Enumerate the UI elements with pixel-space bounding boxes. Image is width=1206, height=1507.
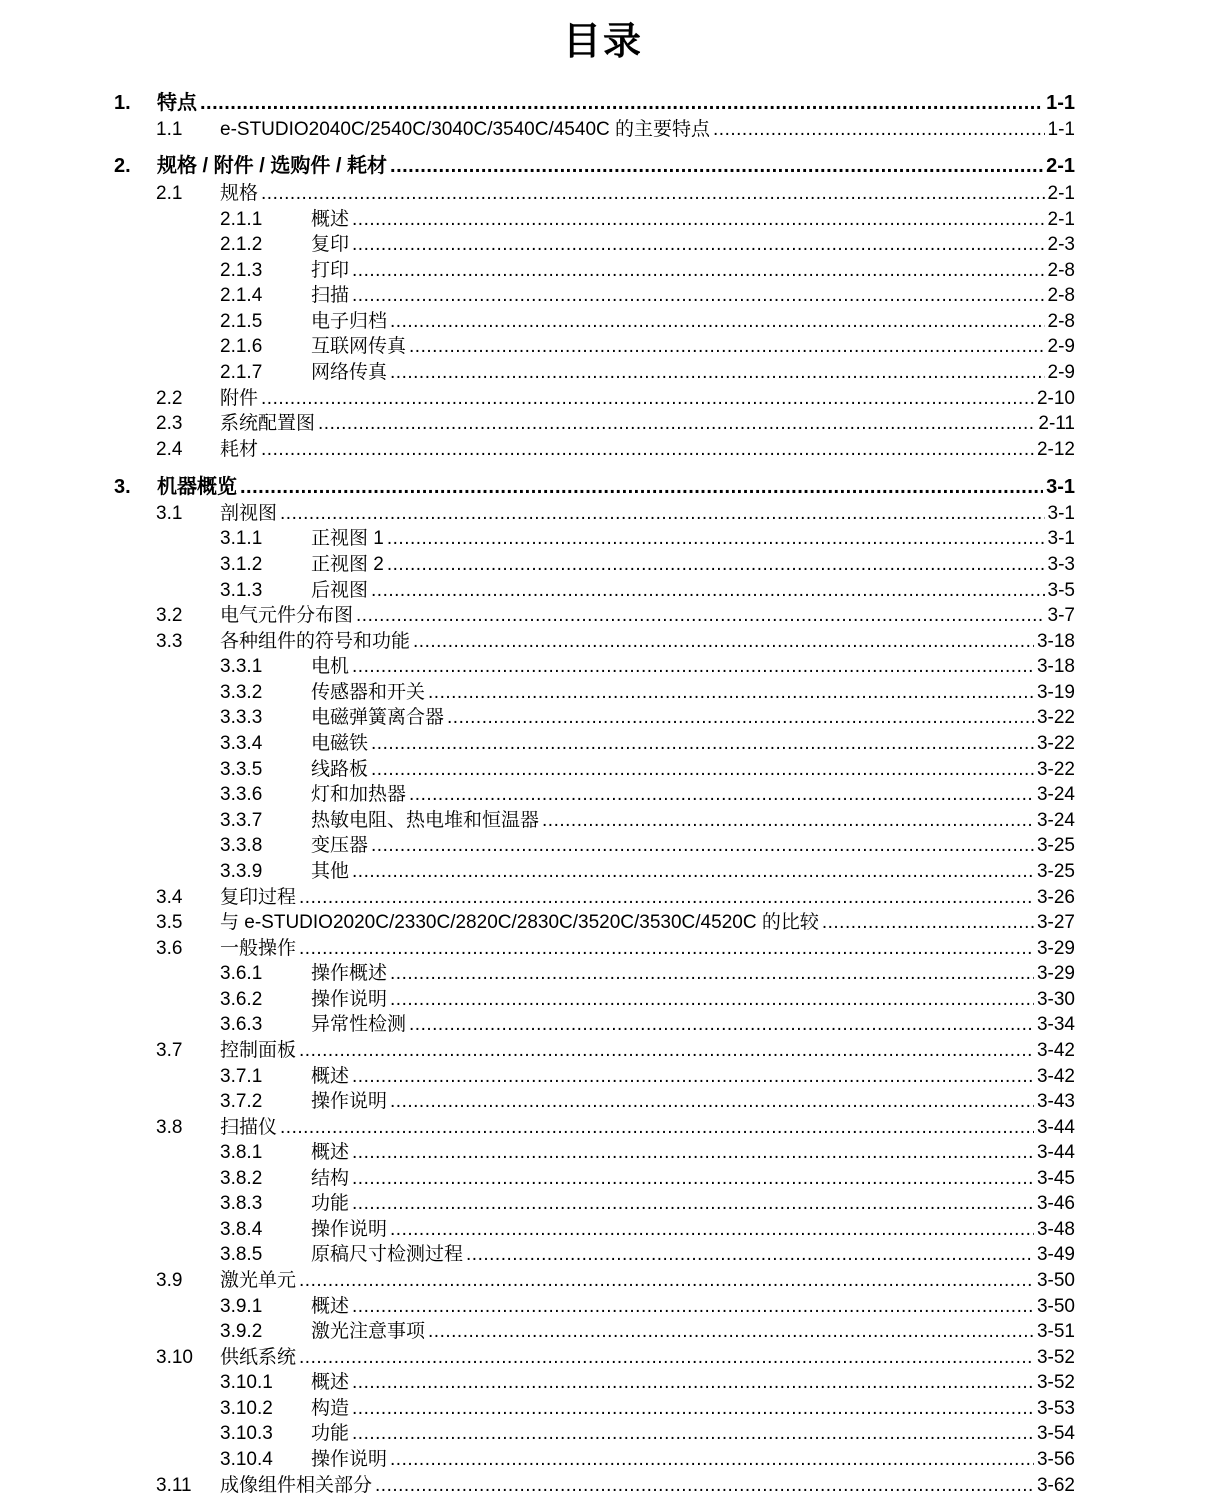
toc-label: 概述 bbox=[311, 1142, 350, 1163]
toc-entry[interactable] bbox=[0, 1140, 1075, 1165]
toc-page-number: 3-22 bbox=[1036, 707, 1075, 728]
toc-entry[interactable] bbox=[0, 1012, 1075, 1037]
toc-number: 2.1.6 bbox=[220, 336, 263, 357]
toc-number: 3.6 bbox=[156, 938, 183, 959]
toc-page-number: 3-22 bbox=[1036, 759, 1075, 780]
toc-label: 后视图 bbox=[311, 580, 369, 601]
toc-page-number: 2-8 bbox=[1047, 311, 1075, 332]
dot-leader bbox=[261, 181, 1045, 206]
toc-number: 2. bbox=[114, 155, 131, 177]
toc-number: 3.8.4 bbox=[220, 1219, 263, 1240]
toc-number: 3.1.3 bbox=[220, 580, 263, 601]
toc-page-number: 3-22 bbox=[1036, 733, 1075, 754]
toc-page-number: 3-34 bbox=[1036, 1014, 1075, 1035]
toc-page-number: 2-11 bbox=[1038, 413, 1075, 434]
toc-entry[interactable] bbox=[0, 1242, 1075, 1267]
toc-number: 3.3.3 bbox=[220, 707, 263, 728]
toc-page-number: 2-9 bbox=[1047, 362, 1075, 383]
toc-label: 扫描 bbox=[311, 285, 350, 306]
toc-number: 3.3.7 bbox=[220, 810, 263, 831]
toc-number: 2.1 bbox=[156, 183, 183, 204]
toc-label: 操作说明 bbox=[311, 1219, 388, 1240]
dot-leader bbox=[390, 1447, 1034, 1472]
toc-number: 3.5 bbox=[156, 912, 183, 933]
toc-number: 3.10.3 bbox=[220, 1423, 273, 1444]
toc-label: 构造 bbox=[311, 1398, 350, 1419]
toc-number: 3.7.2 bbox=[220, 1091, 263, 1112]
dot-leader bbox=[200, 91, 1043, 116]
toc-label: 操作说明 bbox=[311, 1449, 388, 1470]
toc-label: 电磁弹簧离合器 bbox=[311, 707, 445, 728]
toc-number: 2.1.2 bbox=[220, 234, 263, 255]
toc-page-number: 3-29 bbox=[1036, 963, 1075, 984]
toc-number: 3.6.1 bbox=[220, 963, 263, 984]
dot-leader bbox=[318, 411, 1035, 436]
toc-page-number: 3-18 bbox=[1036, 631, 1075, 652]
toc-page-number: 2-12 bbox=[1036, 439, 1075, 460]
toc-number: 3.3.8 bbox=[220, 835, 263, 856]
dot-leader bbox=[390, 360, 1045, 385]
toc-number: 3.7.1 bbox=[220, 1066, 263, 1087]
toc-label: 复印 bbox=[311, 234, 350, 255]
dot-leader bbox=[428, 1319, 1034, 1344]
toc-label: 激光注意事项 bbox=[311, 1321, 426, 1342]
toc-page-number: 3-3 bbox=[1047, 554, 1075, 575]
toc-label: 操作概述 bbox=[311, 963, 388, 984]
toc-entry[interactable] bbox=[0, 910, 1075, 935]
toc-label: 线路板 bbox=[311, 759, 369, 780]
page-title: 目录 bbox=[562, 21, 643, 63]
toc-entry[interactable] bbox=[0, 808, 1075, 833]
toc-entry[interactable] bbox=[0, 1166, 1075, 1191]
dot-leader bbox=[299, 1345, 1034, 1370]
toc-label: 正视图 2 bbox=[311, 554, 384, 575]
dot-leader bbox=[261, 386, 1034, 411]
toc-entry[interactable] bbox=[0, 1421, 1075, 1446]
toc-page-number: 3-19 bbox=[1036, 682, 1075, 703]
toc-page-number: 3-7 bbox=[1047, 605, 1075, 626]
toc-entry[interactable] bbox=[0, 705, 1075, 730]
toc-number: 2.1.1 bbox=[220, 209, 263, 230]
dot-leader bbox=[352, 1294, 1034, 1319]
toc-entry[interactable] bbox=[0, 1319, 1075, 1344]
toc-label: 特点 bbox=[157, 92, 197, 114]
toc-entry[interactable] bbox=[0, 360, 1075, 385]
toc-number: 3.8.2 bbox=[220, 1168, 263, 1189]
dot-leader bbox=[352, 1396, 1034, 1421]
dot-leader bbox=[409, 334, 1045, 359]
toc-number: 3. bbox=[114, 476, 131, 498]
toc-entry[interactable] bbox=[0, 258, 1075, 283]
toc-entry[interactable] bbox=[0, 283, 1075, 308]
dot-leader bbox=[240, 475, 1043, 500]
dot-leader bbox=[371, 578, 1045, 603]
dot-leader bbox=[352, 859, 1034, 884]
toc-label: 异常性检测 bbox=[311, 1014, 407, 1035]
dot-leader bbox=[352, 1370, 1034, 1395]
toc-entry[interactable] bbox=[0, 654, 1075, 679]
dot-leader bbox=[280, 501, 1045, 526]
toc-entry[interactable] bbox=[0, 859, 1075, 884]
dot-leader bbox=[390, 309, 1045, 334]
toc-entry[interactable] bbox=[0, 1268, 1075, 1293]
toc-page-number: 3-29 bbox=[1036, 938, 1075, 959]
dot-leader bbox=[352, 1191, 1034, 1216]
dot-leader bbox=[299, 1038, 1034, 1063]
toc-page-number: 3-50 bbox=[1036, 1296, 1075, 1317]
dot-leader bbox=[352, 207, 1045, 232]
toc-page-number: 2-1 bbox=[1047, 183, 1075, 204]
toc-page-number: 1-1 bbox=[1046, 92, 1075, 114]
toc-number: 3.11 bbox=[156, 1475, 192, 1496]
dot-leader bbox=[390, 154, 1043, 179]
toc-number: 3.6.3 bbox=[220, 1014, 263, 1035]
toc-entry[interactable] bbox=[0, 1370, 1075, 1395]
toc-number: 3.9.1 bbox=[220, 1296, 263, 1317]
toc-number: 3.3.5 bbox=[220, 759, 263, 780]
dot-leader bbox=[352, 258, 1045, 283]
toc-number: 3.8.1 bbox=[220, 1142, 263, 1163]
toc-page-number: 3-24 bbox=[1036, 810, 1075, 831]
toc-label: 电子归档 bbox=[311, 311, 388, 332]
toc-number: 3.3.9 bbox=[220, 861, 263, 882]
toc-page-number: 2-1 bbox=[1046, 155, 1075, 177]
toc-label: 系统配置图 bbox=[220, 413, 316, 434]
toc-label: 概述 bbox=[311, 209, 350, 230]
dot-leader bbox=[387, 526, 1045, 551]
toc-page-number: 3-25 bbox=[1036, 835, 1075, 856]
toc-number: 2.1.7 bbox=[220, 362, 263, 383]
toc-page-number: 3-50 bbox=[1036, 1270, 1075, 1291]
dot-leader bbox=[299, 936, 1034, 961]
toc-entry[interactable] bbox=[0, 1064, 1075, 1089]
toc-entry[interactable] bbox=[0, 411, 1075, 436]
toc-number: 3.8 bbox=[156, 1117, 183, 1138]
toc-page-number: 2-9 bbox=[1047, 336, 1075, 357]
toc-page-number: 3-27 bbox=[1036, 912, 1075, 933]
toc-entry[interactable] bbox=[0, 1089, 1075, 1114]
toc-number: 3.8.3 bbox=[220, 1193, 263, 1214]
toc-label: 热敏电阻、热电堆和恒温器 bbox=[311, 810, 540, 831]
dot-leader bbox=[261, 437, 1034, 462]
dot-leader bbox=[352, 1064, 1034, 1089]
toc-entry[interactable] bbox=[0, 117, 1075, 142]
toc-label: 成像组件相关部分 bbox=[220, 1475, 373, 1496]
toc-label: 网络传真 bbox=[311, 362, 388, 383]
dot-leader bbox=[390, 987, 1034, 1012]
toc-page-number: 3-62 bbox=[1036, 1475, 1075, 1496]
toc-entry[interactable] bbox=[0, 1217, 1075, 1242]
toc-label: 概述 bbox=[311, 1066, 350, 1087]
toc-entry[interactable] bbox=[0, 232, 1075, 257]
dot-leader bbox=[390, 1217, 1034, 1242]
dot-leader bbox=[352, 232, 1045, 257]
dot-leader bbox=[713, 117, 1045, 142]
toc-number: 2.2 bbox=[156, 388, 183, 409]
toc-page-number: 3-52 bbox=[1036, 1372, 1075, 1393]
toc-page-number: 3-30 bbox=[1036, 989, 1075, 1010]
dot-leader bbox=[822, 910, 1034, 935]
dot-leader bbox=[375, 1473, 1034, 1498]
toc-page-number: 3-43 bbox=[1036, 1091, 1075, 1112]
toc-page-number: 2-8 bbox=[1047, 260, 1075, 281]
toc-label: 供纸系统 bbox=[220, 1347, 297, 1368]
toc-page-number: 3-1 bbox=[1046, 476, 1075, 498]
toc-number: 3.3.6 bbox=[220, 784, 263, 805]
toc-page-number: 3-54 bbox=[1036, 1423, 1075, 1444]
toc-label: 操作说明 bbox=[311, 1091, 388, 1112]
dot-leader bbox=[390, 1089, 1034, 1114]
dot-leader bbox=[387, 552, 1045, 577]
toc-label: 各种组件的符号和功能 bbox=[220, 631, 411, 652]
toc-page-number: 3-48 bbox=[1036, 1219, 1075, 1240]
toc-label: 功能 bbox=[311, 1423, 350, 1444]
toc-page-number: 3-46 bbox=[1036, 1193, 1075, 1214]
toc-entry[interactable] bbox=[0, 603, 1075, 628]
toc-page-number: 2-1 bbox=[1047, 209, 1075, 230]
toc-label: 规格 / 附件 / 选购件 / 耗材 bbox=[157, 155, 388, 177]
toc-label: 其他 bbox=[311, 861, 350, 882]
toc-label: 复印过程 bbox=[220, 887, 297, 908]
toc-label: 灯和加热器 bbox=[311, 784, 407, 805]
toc-label: 耗材 bbox=[220, 439, 259, 460]
dot-leader bbox=[409, 1012, 1034, 1037]
toc-number: 3.6.2 bbox=[220, 989, 263, 1010]
dot-leader bbox=[371, 731, 1034, 756]
toc-label: 剖视图 bbox=[220, 503, 278, 524]
dot-leader bbox=[280, 1115, 1034, 1140]
toc-entry[interactable] bbox=[0, 181, 1075, 206]
toc-entry[interactable] bbox=[0, 1473, 1075, 1498]
toc-page-number: 3-51 bbox=[1036, 1321, 1075, 1342]
toc-label: 操作说明 bbox=[311, 989, 388, 1010]
toc-page-number: 3-49 bbox=[1036, 1244, 1075, 1265]
dot-leader bbox=[352, 654, 1034, 679]
toc-page-number: 3-5 bbox=[1047, 580, 1075, 601]
toc-number: 3.3 bbox=[156, 631, 183, 652]
toc-entry[interactable] bbox=[0, 629, 1075, 654]
toc-label: 电气元件分布图 bbox=[220, 605, 354, 626]
toc-label: 规格 bbox=[220, 183, 259, 204]
dot-leader bbox=[371, 757, 1034, 782]
toc-page-number: 3-42 bbox=[1036, 1040, 1075, 1061]
toc-number: 2.1.3 bbox=[220, 260, 263, 281]
toc-entry[interactable] bbox=[0, 833, 1075, 858]
toc-label: 与 e-STUDIO2020C/2330C/2820C/2830C/3520C/3530C/4520C 的比较 bbox=[220, 912, 819, 933]
toc-entry[interactable] bbox=[0, 501, 1075, 526]
toc-page-number: 3-42 bbox=[1036, 1066, 1075, 1087]
toc-label: 概述 bbox=[311, 1372, 350, 1393]
toc-page-number: 3-53 bbox=[1036, 1398, 1075, 1419]
toc-label: 一般操作 bbox=[220, 938, 297, 959]
toc-number: 3.10 bbox=[156, 1347, 193, 1368]
dot-leader bbox=[390, 961, 1034, 986]
dot-leader bbox=[409, 782, 1034, 807]
toc-number: 3.3.2 bbox=[220, 682, 263, 703]
toc-number: 3.9 bbox=[156, 1270, 183, 1291]
toc-page-number: 3-45 bbox=[1036, 1168, 1075, 1189]
toc-label: 打印 bbox=[311, 260, 350, 281]
toc-number: 3.3.4 bbox=[220, 733, 263, 754]
toc-number: 3.3.1 bbox=[220, 656, 263, 677]
toc-entry[interactable] bbox=[0, 1396, 1075, 1421]
toc-number: 1.1 bbox=[156, 119, 183, 140]
toc-page-number: 2-10 bbox=[1036, 388, 1075, 409]
toc-page-number: 2-3 bbox=[1047, 234, 1075, 255]
toc-label: e-STUDIO2040C/2540C/3040C/3540C/4540C 的主要特点 bbox=[220, 119, 711, 140]
toc-entry[interactable] bbox=[0, 757, 1075, 782]
toc-number: 2.4 bbox=[156, 439, 183, 460]
dot-leader bbox=[413, 629, 1034, 654]
toc-page-number: 3-25 bbox=[1036, 861, 1075, 882]
toc-entry[interactable] bbox=[0, 1038, 1075, 1063]
toc-entry[interactable] bbox=[0, 680, 1075, 705]
toc-page-number: 3-52 bbox=[1036, 1347, 1075, 1368]
toc-entry[interactable] bbox=[0, 578, 1075, 603]
toc-number: 3.1.1 bbox=[220, 528, 263, 549]
toc-page-number: 3-1 bbox=[1047, 503, 1075, 524]
toc-page-number: 3-44 bbox=[1036, 1142, 1075, 1163]
dot-leader bbox=[371, 833, 1034, 858]
toc-entry[interactable] bbox=[0, 309, 1075, 334]
toc-entry[interactable] bbox=[0, 1345, 1075, 1370]
toc-page-number: 2-8 bbox=[1047, 285, 1075, 306]
dot-leader bbox=[356, 603, 1045, 628]
toc-page-number: 3-56 bbox=[1036, 1449, 1075, 1470]
toc-entry[interactable] bbox=[0, 207, 1075, 232]
dot-leader bbox=[466, 1242, 1034, 1267]
toc-label: 扫描仪 bbox=[220, 1117, 278, 1138]
toc-entry[interactable] bbox=[0, 782, 1075, 807]
toc-number: 2.3 bbox=[156, 413, 183, 434]
toc-number: 3.10.2 bbox=[220, 1398, 273, 1419]
toc-number: 1. bbox=[114, 92, 131, 114]
toc-page-number: 3-18 bbox=[1036, 656, 1075, 677]
toc-label: 正视图 1 bbox=[311, 528, 384, 549]
toc-label: 附件 bbox=[220, 388, 259, 409]
dot-leader bbox=[352, 1140, 1034, 1165]
dot-leader bbox=[352, 1421, 1034, 1446]
toc-label: 机器概览 bbox=[157, 476, 237, 498]
toc-entry[interactable] bbox=[0, 885, 1075, 910]
toc-number: 3.7 bbox=[156, 1040, 183, 1061]
dot-leader bbox=[299, 1268, 1034, 1293]
toc-entry[interactable] bbox=[0, 91, 1075, 116]
toc-number: 3.9.2 bbox=[220, 1321, 263, 1342]
toc-page-number: 3-44 bbox=[1036, 1117, 1075, 1138]
toc-page-number: 3-26 bbox=[1036, 887, 1075, 908]
toc-number: 2.1.5 bbox=[220, 311, 263, 332]
toc-entry[interactable] bbox=[0, 386, 1075, 411]
toc-number: 3.4 bbox=[156, 887, 183, 908]
toc-number: 3.2 bbox=[156, 605, 183, 626]
toc-label: 电磁铁 bbox=[311, 733, 369, 754]
toc-entry[interactable] bbox=[0, 961, 1075, 986]
toc-number: 3.10.4 bbox=[220, 1449, 273, 1470]
toc-entry[interactable] bbox=[0, 1115, 1075, 1140]
toc-number: 3.1.2 bbox=[220, 554, 263, 575]
dot-leader bbox=[299, 885, 1034, 910]
toc-entry[interactable] bbox=[0, 437, 1075, 462]
toc-entry[interactable] bbox=[0, 936, 1075, 961]
toc-entry[interactable] bbox=[0, 1294, 1075, 1319]
toc-label: 结构 bbox=[311, 1168, 350, 1189]
toc-page-number: 3-24 bbox=[1036, 784, 1075, 805]
toc-label: 传感器和开关 bbox=[311, 682, 426, 703]
toc-entry[interactable] bbox=[0, 154, 1075, 179]
toc-entry[interactable] bbox=[0, 552, 1075, 577]
toc-entry[interactable] bbox=[0, 475, 1075, 500]
toc-entry[interactable] bbox=[0, 334, 1075, 359]
dot-leader bbox=[428, 680, 1034, 705]
toc-label: 原稿尺寸检测过程 bbox=[311, 1244, 464, 1265]
toc-entry[interactable] bbox=[0, 731, 1075, 756]
toc-label: 控制面板 bbox=[220, 1040, 297, 1061]
dot-leader bbox=[542, 808, 1034, 833]
toc-entry[interactable] bbox=[0, 1191, 1075, 1216]
toc-label: 变压器 bbox=[311, 835, 369, 856]
toc-page-number: 3-1 bbox=[1047, 528, 1075, 549]
toc-entry[interactable] bbox=[0, 987, 1075, 1012]
toc-label: 互联网传真 bbox=[311, 336, 407, 357]
toc-label: 电机 bbox=[311, 656, 350, 677]
toc-number: 2.1.4 bbox=[220, 285, 263, 306]
toc-number: 3.8.5 bbox=[220, 1244, 263, 1265]
toc-label: 激光单元 bbox=[220, 1270, 297, 1291]
toc-number: 3.10.1 bbox=[220, 1372, 273, 1393]
toc-label: 概述 bbox=[311, 1296, 350, 1317]
dot-leader bbox=[352, 283, 1045, 308]
toc-page-number: 1-1 bbox=[1047, 119, 1075, 140]
toc-entry[interactable] bbox=[0, 526, 1075, 551]
dot-leader bbox=[447, 705, 1034, 730]
dot-leader bbox=[352, 1166, 1034, 1191]
toc-label: 功能 bbox=[311, 1193, 350, 1214]
toc-entry[interactable] bbox=[0, 1447, 1075, 1472]
toc-number: 3.1 bbox=[156, 503, 183, 524]
